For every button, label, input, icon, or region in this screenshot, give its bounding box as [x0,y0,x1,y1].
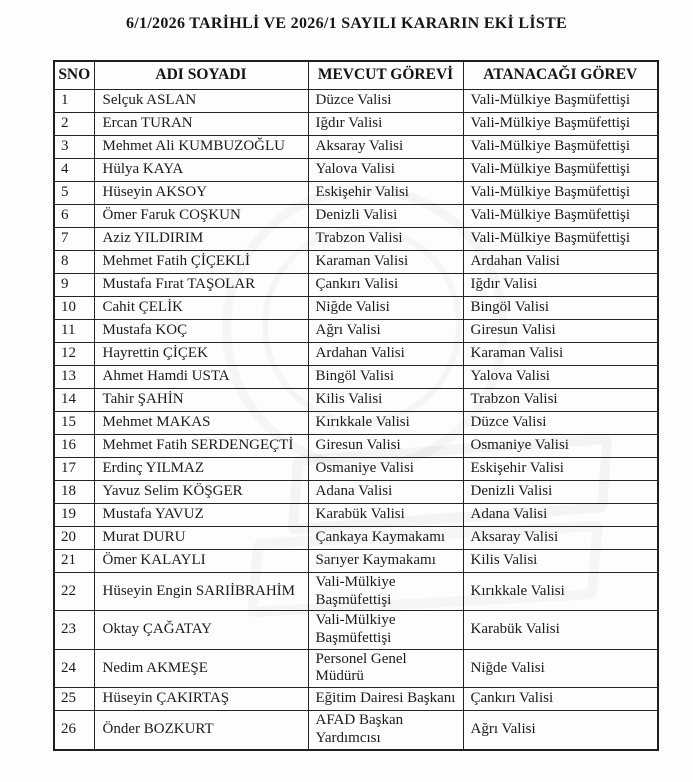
table-row [54,389,658,412]
table-row [54,343,658,366]
table-body [54,90,658,750]
name-cell: Ömer KALAYLI [94,550,308,573]
new-duty-cell: Karabük Valisi [463,611,658,649]
sno-cell: 7 [54,228,94,251]
sno-cell: 24 [54,649,94,687]
current-duty-cell: Bingöl Valisi [308,366,463,389]
sno-cell: 18 [54,481,94,504]
sno-cell: 21 [54,550,94,573]
table-row [54,527,658,550]
sno-cell: 6 [54,205,94,228]
sno-cell: 4 [54,159,94,182]
name-cell: Ömer Faruk COŞKUN [94,205,308,228]
sno-cell: 22 [54,573,94,611]
current-duty-cell: AFAD Başkan Yardımcısı [308,711,463,750]
header-sno: SNO [54,61,94,90]
current-duty-cell: Eskişehir Valisi [308,182,463,205]
new-duty-cell: Vali-Mülkiye Başmüfettişi [463,113,658,136]
name-cell: Aziz YILDIRIM [94,228,308,251]
new-duty-cell: Vali-Mülkiye Başmüfettişi [463,205,658,228]
sno-cell: 9 [54,274,94,297]
header-row [54,61,658,90]
new-duty-cell: Vali-Mülkiye Başmüfettişi [463,90,658,113]
new-duty-cell: Eskişehir Valisi [463,458,658,481]
name-cell: Murat DURU [94,527,308,550]
header-name: ADI SOYADI [94,61,308,90]
current-duty-cell: Kırıkkale Valisi [308,412,463,435]
new-duty-cell: Vali-Mülkiye Başmüfettişi [463,136,658,159]
new-duty-cell: Kırıkkale Valisi [463,573,658,611]
header-current-duty: MEVCUT GÖREVİ [308,61,463,90]
current-duty-cell: Trabzon Valisi [308,228,463,251]
name-cell: Selçuk ASLAN [94,90,308,113]
table-header [54,61,658,90]
new-duty-cell: Giresun Valisi [463,320,658,343]
table-row [54,412,658,435]
table-row [54,711,658,750]
new-duty-cell: Ardahan Valisi [463,251,658,274]
current-duty-cell: Ağrı Valisi [308,320,463,343]
current-duty-cell: Vali-Mülkiye Başmüfettişi [308,573,463,611]
name-cell: Mustafa KOÇ [94,320,308,343]
name-cell: Nedim AKMEŞE [94,649,308,687]
sno-cell: 15 [54,412,94,435]
new-duty-cell: Niğde Valisi [463,649,658,687]
name-cell: Erdinç YILMAZ [94,458,308,481]
table-row [54,228,658,251]
sno-cell: 3 [54,136,94,159]
current-duty-cell: Denizli Valisi [308,205,463,228]
name-cell: Mehmet MAKAS [94,412,308,435]
current-duty-cell: Sarıyer Kaymakamı [308,550,463,573]
table-row [54,182,658,205]
table-row [54,297,658,320]
page-title: 6/1/2026 TARİHLİ VE 2026/1 SAYILI KARARIN EKİ LİSTE [125,15,568,32]
sno-cell: 12 [54,343,94,366]
current-duty-cell: Personel Genel Müdürü [308,649,463,687]
current-duty-cell: Yalova Valisi [308,159,463,182]
table-row [54,458,658,481]
new-duty-cell: Yalova Valisi [463,366,658,389]
table-row [54,90,658,113]
sno-cell: 11 [54,320,94,343]
new-duty-cell: Ağrı Valisi [463,711,658,750]
table-row [54,251,658,274]
new-duty-cell: Düzce Valisi [463,412,658,435]
table-row [54,113,658,136]
new-duty-cell: Adana Valisi [463,504,658,527]
table-row [54,611,658,649]
new-duty-cell: Vali-Mülkiye Başmüfettişi [463,182,658,205]
table-row [54,504,658,527]
table-row [54,649,658,687]
current-duty-cell: Eğitim Dairesi Başkanı [308,688,463,711]
table-row [54,159,658,182]
table-row [54,274,658,297]
name-cell: Hüseyin AKSOY [94,182,308,205]
current-duty-cell: Düzce Valisi [308,90,463,113]
sno-cell: 1 [54,90,94,113]
new-duty-cell: Kilis Valisi [463,550,658,573]
sno-cell: 17 [54,458,94,481]
name-cell: Hüseyin ÇAKIRTAŞ [94,688,308,711]
current-duty-cell: Niğde Valisi [308,297,463,320]
sno-cell: 23 [54,611,94,649]
current-duty-cell: Karaman Valisi [308,251,463,274]
table-row [54,688,658,711]
sno-cell: 14 [54,389,94,412]
table-row [54,320,658,343]
name-cell: Hüseyin Engin SARIİBRAHİM [94,573,308,611]
sno-cell: 5 [54,182,94,205]
table-row [54,435,658,458]
name-cell: Mehmet Fatih ÇİÇEKLİ [94,251,308,274]
current-duty-cell: Iğdır Valisi [308,113,463,136]
new-duty-cell: Bingöl Valisi [463,297,658,320]
current-duty-cell: Osmaniye Valisi [308,458,463,481]
sno-cell: 16 [54,435,94,458]
new-duty-cell: Aksaray Valisi [463,527,658,550]
table-row [54,550,658,573]
new-duty-cell: Çankırı Valisi [463,688,658,711]
sno-cell: 2 [54,113,94,136]
current-duty-cell: Karabük Valisi [308,504,463,527]
table-row [54,481,658,504]
new-duty-cell: Karaman Valisi [463,343,658,366]
current-duty-cell: Giresun Valisi [308,435,463,458]
name-cell: Mehmet Fatih SERDENGEÇTİ [94,435,308,458]
name-cell: Mustafa YAVUZ [94,504,308,527]
name-cell: Ahmet Hamdi USTA [94,366,308,389]
name-cell: Cahit ÇELİK [94,297,308,320]
name-cell: Ercan TURAN [94,113,308,136]
name-cell: Mehmet Ali KUMBUZOĞLU [94,136,308,159]
sno-cell: 19 [54,504,94,527]
sno-cell: 13 [54,366,94,389]
new-duty-cell: Osmaniye Valisi [463,435,658,458]
current-duty-cell: Ardahan Valisi [308,343,463,366]
current-duty-cell: Kilis Valisi [308,389,463,412]
header-new-duty: ATANACAĞI GÖREV [463,61,658,90]
table-row [54,366,658,389]
sno-cell: 26 [54,711,94,750]
name-cell: Hayrettin ÇİÇEK [94,343,308,366]
sno-cell: 20 [54,527,94,550]
current-duty-cell: Adana Valisi [308,481,463,504]
table-row [54,205,658,228]
new-duty-cell: Iğdır Valisi [463,274,658,297]
name-cell: Hülya KAYA [94,159,308,182]
table-row [54,136,658,159]
new-duty-cell: Denizli Valisi [463,481,658,504]
new-duty-cell: Vali-Mülkiye Başmüfettişi [463,228,658,251]
current-duty-cell: Çankırı Valisi [308,274,463,297]
new-duty-cell: Vali-Mülkiye Başmüfettişi [463,159,658,182]
current-duty-cell: Vali-Mülkiye Başmüfettişi [308,611,463,649]
name-cell: Oktay ÇAĞATAY [94,611,308,649]
new-duty-cell: Trabzon Valisi [463,389,658,412]
name-cell: Tahir ŞAHİN [94,389,308,412]
name-cell: Yavuz Selim KÖŞGER [94,481,308,504]
sno-cell: 8 [54,251,94,274]
name-cell: Önder BOZKURT [94,711,308,750]
name-cell: Mustafa Fırat TAŞOLAR [94,274,308,297]
table-row [54,573,658,611]
current-duty-cell: Çankaya Kaymakamı [308,527,463,550]
sno-cell: 10 [54,297,94,320]
current-duty-cell: Aksaray Valisi [308,136,463,159]
appointments-table [53,60,659,751]
sno-cell: 25 [54,688,94,711]
